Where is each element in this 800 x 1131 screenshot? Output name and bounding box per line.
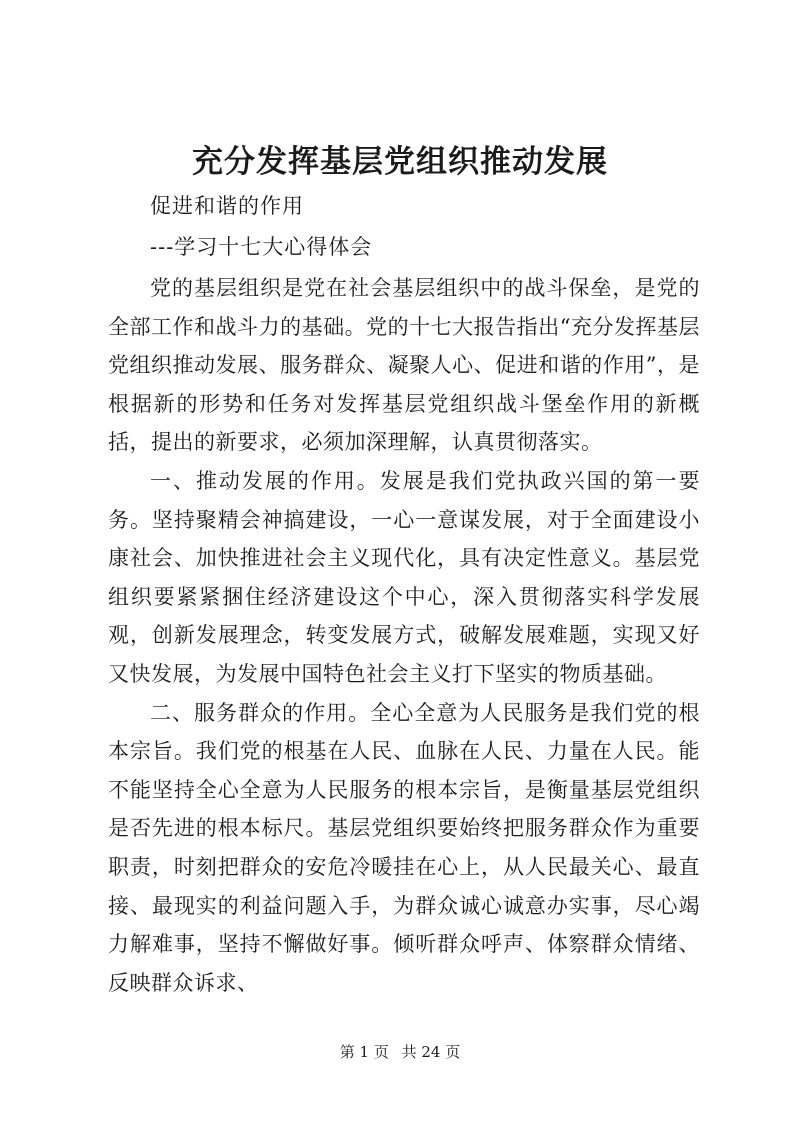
page-total: 共 24 页: [401, 1043, 461, 1061]
subtitle-line-2: ---学习十七大心得体会: [150, 235, 373, 259]
paragraph-serve-masses: 二、服务群众的作用。全心全意为人民服务是我们党的根本宗旨。我们党的根基在人民、血脉在人民、力量在人民。能不能坚持全心全意为人民服务的根本宗旨，是衡量基层党组织是否先进的根本标尺。基层党组织要始终把服务群众作为重要职责，时刻把群众的安危冷暖挂在心上，从人民最关心、最直接、最现实的利益问题入手，为群众诚心诚意办实事，尽心竭力解难事，坚持不懈做好事。倾听群众呼声、体察群众情绪、反映群众诉求、: [108, 700, 700, 995]
document-body: [108, 269, 700, 1002]
subtitle-line-1: 促进和谐的作用: [150, 194, 304, 218]
page-title: 充分发挥基层党组织推动发展: [192, 144, 608, 180]
paragraph-intro: 党的基层组织是党在社会基层组织中的战斗保垒，是党的全部工作和战斗力的基础。党的十七大报告指出“充分发挥基层党组织推动发展、服务群众、凝聚人心、促进和谐的作用”，是根据新的形势和任务对发挥基层党组织战斗堡垒作用的新概括，提出的新要求，必须加深理解，认真贯彻落实。: [108, 276, 700, 455]
page-number: 第 1 页: [339, 1043, 389, 1061]
page-footer: [0, 1042, 800, 1062]
paragraph-development: 一、推动发展的作用。发展是我们党执政兴国的第一要务。坚持聚精会神搞建设，一心一意谋发展，对于全面建设小康社会、加快推进社会主义现代化，具有决定性意义。基层党组织要紧紧捆住经济建设这个中心，深入贯彻落实科学发展观，创新发展理念，转变发展方式，破解发展难题，实现又好又快发展，为发展中国特色社会主义打下坚实的物质基础。: [108, 468, 700, 686]
